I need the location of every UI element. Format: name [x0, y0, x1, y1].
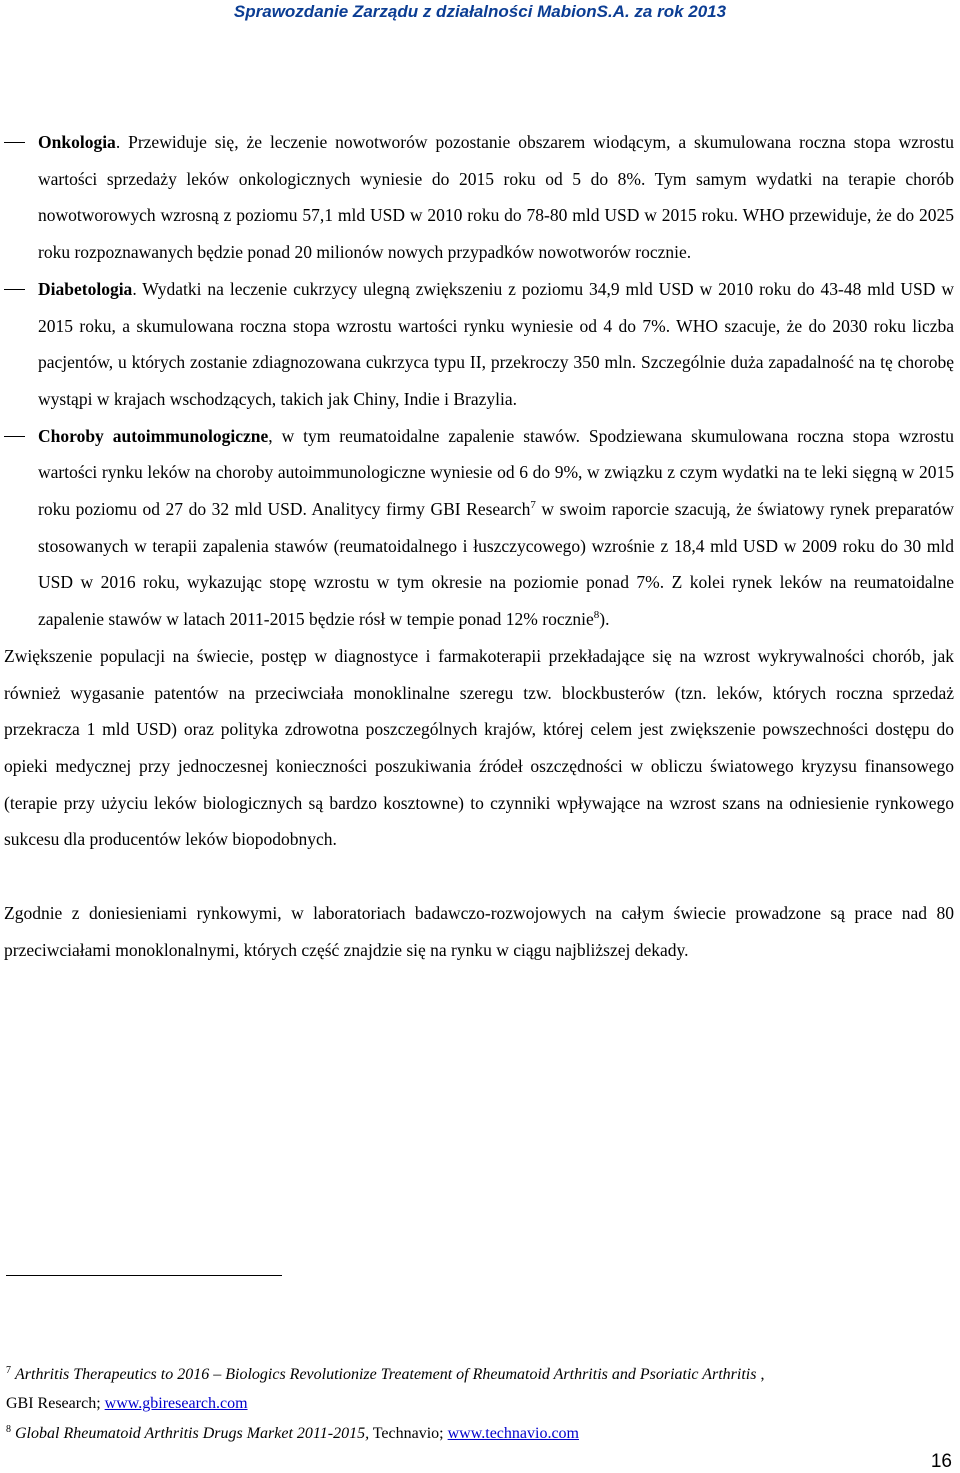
footnote-publisher: GBI Research;: [6, 1395, 105, 1412]
footnote-title: Global Rheumatoid Arthritis Drugs Market 2011-2015,: [15, 1425, 370, 1442]
footnote-ref: 7: [530, 499, 536, 512]
body-paragraph: Zgodnie z doniesieniami rynkowymi, w laboratoriach badawczo-rozwojowych na całym świecie prowadzone są prace nad 80 przeciwciałami monoklonalnymi, których część znajdzie się na rynku w ciągu najbliższej dekady.: [4, 903, 954, 960]
bullet-term: Choroby autoimmunologiczne: [38, 425, 269, 446]
footnote-link[interactable]: www.gbiresearch.com: [104, 1395, 248, 1412]
body-paragraph: Zwiększenie populacji na świecie, postęp w diagnostyce i farmakoterapii przekładające się na wzrost wykrywalności chorób, jak również wygasanie patentów na przeciwciała monoklinalne szeregu tzw. blockbusterów (tzn. leków, których roczna sprzedaż przekracza 1 mld USD) oraz polityka zdrowotna poszczególnych krajów, której celem jest zwiększenie powszechności dostępu do opieki medycznej przy jednoczesnej konieczności poszukiwania źródeł oszczędności w obliczu światowego kryzysu finansowego (terapie przy użyciu leków biologicznych są bardzo kosztowne) to czynniki wpływające na wzrost szans na odniesienie rynkowego sukcesu dla producentów leków biopodobnych.: [4, 645, 954, 850]
bullet-oncology: [4, 124, 954, 271]
footnote-link[interactable]: www.technavio.com: [447, 1425, 579, 1442]
bullet-text: . Przewiduje się, że leczenie nowotworów pozostanie obszarem wiodącym, a skumulowana roczna stopa wzrostu wartości sprzedaży leków onkologicznych wyniesie do 2015 roku od 5 do 8%. Tym samym wydatki na terapie chorób nowotworowych wzrosną z poziomu 57,1 mld USD w 2010 roku do 78-80 mld USD w 2015 roku. WHO przewiduje, że do 2025 roku rozpoznawanych będzie ponad 20 milionów nowych przypadków nowotworów rocznie.: [38, 132, 954, 263]
footnote-title: Arthritis Therapeutics to 2016 – Biologics Revolutionize Treatement of Rheumatoid Arthritis and Psoriatic Arthritis: [15, 1366, 757, 1383]
dash-bullet-icon: [4, 289, 25, 290]
bullet-term: Onkologia: [38, 132, 116, 152]
bullet-text: . Wydatki na leczenie cukrzycy ulegną zwiększeniu z poziomu 34,9 mld USD w 2010 roku do 43-48 mld USD w 2015 roku, a skumulowana roczna stopa wzrostu wartości rynku wyniesie od 4 do 7%. WHO szacuje, że do 2030 roku liczba pacjentów, u których zostanie zdiagnozowana cukrzyca typu II, przekroczy 350 mln. Szczególnie duża zapadalność na tę chorobę wystąpi w krajach wschodzących, takich jak Chiny, Indie i Brazylia.: [38, 278, 954, 409]
bullet-term: Diabetologia: [38, 278, 133, 299]
footnote-number: 7: [6, 1365, 11, 1376]
bullet-text: , w tym reumatoidalne zapalenie stawów. Spodziewana skumulowana roczna stopa wzrostu wartości rynku leków na choroby autoimmunologiczne wyniesie od 6 do 9%, w związku z czym wydatki na te leki sięgną w 2015 roku poziomu od 27 do 32 mld USD. Analitycy firmy GBI Research: [38, 425, 954, 520]
footnote-text: ,: [756, 1366, 765, 1383]
footnote-separator: [6, 1275, 282, 1276]
bullet-autoimmune: [4, 418, 954, 638]
footnote-ref: 8: [593, 609, 600, 622]
footnote-number: 8: [6, 1424, 11, 1435]
footnote-publisher: Technavio;: [369, 1425, 448, 1442]
bullet-text: w swoim raporcie szacują, że światowy rynek preparatów stosowanych w terapii zapalenia stawów (reumatoidalnego i łuszczycowego) wzrośnie z 18,4 mld USD w 2009 roku do 30 mld USD w 2016 roku, wykazując stopę wzrostu w tym okresie na poziomie ponad 7%. Z kolei rynek leków na reumatoidalne zapalenie stawów w latach 2011-2015 będzie rósł w tempie ponad 12% rocznie: [38, 499, 954, 630]
bullet-diabetology: [4, 271, 954, 418]
bullet-text: ).: [599, 609, 610, 630]
main-content: [4, 124, 954, 968]
page-number: 16: [930, 1451, 952, 1472]
dash-bullet-icon: [4, 142, 25, 143]
dash-bullet-icon: [4, 436, 25, 437]
page-header: Sprawozdanie Zarządu z działalności MabionS.A. za rok 2013: [233, 2, 727, 21]
footnote-7: [6, 1360, 946, 1418]
footnote-8: [6, 1419, 946, 1448]
